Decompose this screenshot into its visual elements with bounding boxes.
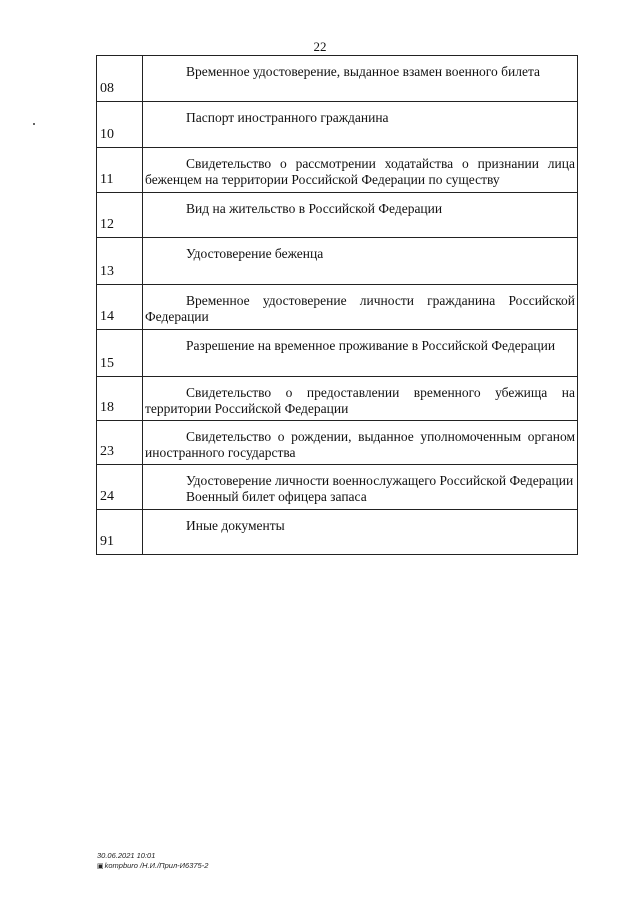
description-line: Паспорт иностранного гражданина [186,110,389,125]
description-line: Свидетельство о предоставлении временного убежища на территории Российской Федерации [145,385,575,416]
document-code: 23 [97,421,143,465]
table-row [97,148,578,193]
document-codes-table [96,55,578,555]
footer-reference-line [97,861,208,872]
table-row [97,102,578,148]
document-description [143,465,578,510]
document-description [143,377,578,421]
description-line: Военный билет офицера запаса [186,489,367,504]
scan-speck [33,123,35,125]
table-row [97,421,578,465]
table-row [97,465,578,510]
document-code: 11 [97,148,143,193]
document-code: 14 [97,285,143,330]
description-line: Удостоверение беженца [186,246,324,261]
document-description [143,510,578,555]
document-code: 13 [97,238,143,285]
document-description [143,102,578,148]
description-line: Иные документы [186,518,285,533]
document-description [143,238,578,285]
footer-reference: kompburo /Н.И./Прил-И6375-2 [104,861,209,870]
document-code: 15 [97,330,143,377]
document-code: 08 [97,56,143,102]
table-row [97,193,578,238]
table-row [97,377,578,421]
description-line: Разрешение на временное проживание в Российской Федерации [186,338,556,353]
document-description [143,193,578,238]
document-description [143,421,578,465]
document-icon: ▣ [97,863,104,870]
description-line: Временное удостоверение, выданное взамен военного билета [186,64,541,79]
document-code: 10 [97,102,143,148]
description-line: Свидетельство о рождении, выданное уполномоченным органом иностранного государства [145,429,575,460]
table-row [97,330,578,377]
page-number: 22 [313,39,327,54]
document-code: 12 [97,193,143,238]
description-line: Временное удостоверение личности гражданина Российской Федерации [145,293,575,324]
document-description [143,148,578,193]
document-code: 18 [97,377,143,421]
document-description [143,330,578,377]
table-body [97,56,578,555]
table-row [97,510,578,555]
table-row [97,56,578,102]
description-line: Удостоверение личности военнослужащего Российской Федерации [186,473,574,488]
document-description [143,56,578,102]
table-row [97,238,578,285]
description-line: Вид на жительство в Российской Федерации [186,201,443,216]
footer-timestamp: 30.06.2021 10:01 [97,851,156,860]
table-row [97,285,578,330]
document-code: 24 [97,465,143,510]
description-line: Свидетельство о рассмотрении ходатайства о признании лица беженцем на территории Российской Федерации по существу [145,156,575,187]
document-description [143,285,578,330]
footer [97,851,208,872]
document-code: 91 [97,510,143,555]
